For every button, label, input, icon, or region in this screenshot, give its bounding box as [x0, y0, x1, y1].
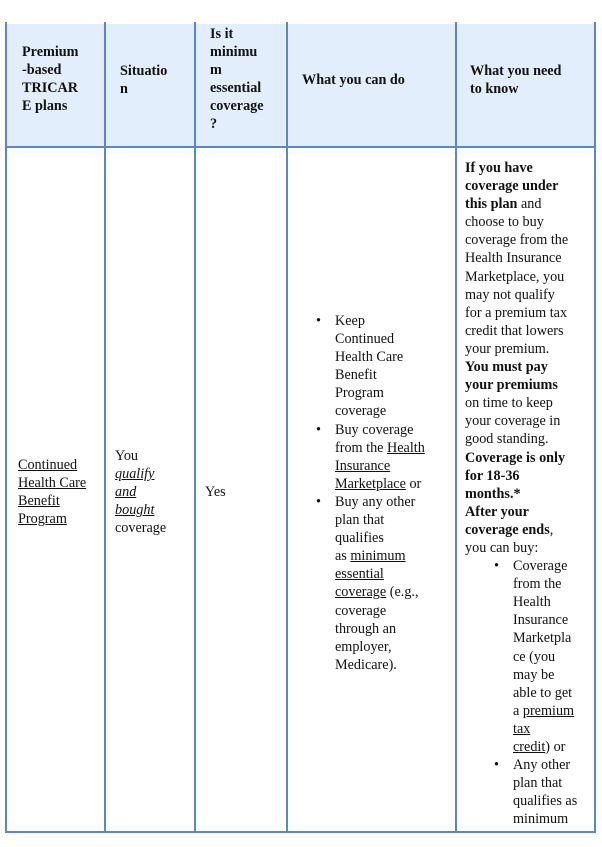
health-insurance-marketplace-link[interactable]: Insurance	[335, 457, 391, 474]
premium-tax-credit-link[interactable]: credit	[513, 739, 546, 755]
table-border-col3	[194, 22, 196, 833]
premium-tax-credit-link[interactable]: tax	[513, 720, 531, 737]
list-item: • Buy any other plan that qualifies as minimum essential coverage (e.g., coverage through an employer, Medicare).	[307, 493, 453, 674]
table-border-left	[5, 22, 7, 833]
table-border-col4	[286, 22, 288, 833]
table-bottom-border	[6, 831, 596, 833]
minimum-essential-coverage-link[interactable]: minimum	[350, 548, 406, 565]
actions-cell	[307, 312, 453, 674]
header-plans: Premium -based TRICAR E plans	[22, 44, 79, 115]
list-item: • Buy coverage from the Health Insurance Marketplace or	[307, 421, 453, 493]
and-link[interactable]: and	[115, 484, 137, 501]
header-what-you-can-do: What you can do	[302, 72, 405, 88]
situation-cell: You qualify and bought coverage	[115, 447, 193, 537]
table-border-right	[594, 22, 596, 833]
after-coverage-options-list	[485, 557, 593, 828]
qualify-link[interactable]: qualify	[115, 466, 155, 483]
mec-cell: Yes	[205, 484, 226, 500]
table-border-col5	[455, 22, 457, 833]
minimum-essential-coverage-link[interactable]: essential	[335, 566, 384, 583]
table-border-col2	[104, 22, 106, 833]
plan-link-continued-health-care-benefit-program[interactable]: Continued Health Care Benefit Program	[18, 457, 87, 528]
minimum-essential-coverage-link[interactable]: coverage	[335, 584, 387, 601]
bought-link[interactable]: bought	[115, 502, 155, 519]
list-item: • Keep Continued Health Care Benefit Program coverage	[307, 312, 453, 421]
header-mec: Is it minimu m essential coverage ?	[210, 26, 264, 133]
premium-tax-credit-link[interactable]: premium	[522, 702, 575, 719]
list-item: • Coverage from the Health Insurance Marketpla ce (you may be able to get a premium tax credit) or	[485, 557, 593, 756]
actions-list	[307, 312, 453, 674]
header-situation: Situatio n	[120, 63, 168, 98]
header-bottom-border	[6, 146, 596, 148]
list-item: • Any other plan that qualifies as minimum	[485, 756, 593, 828]
what-you-need-to-know-cell: If you have coverage under this plan and choose to buy coverage from the Health Insurance Marketplace, you may not qualify for a premium tax credit that lowers your premium. You must pay your premiums on time to keep your coverage in good standing. Coverage is only for 18-36 months.* After your coverage ends, you can buy: • Coverage from the Health Insurance Marketpla ce (you may be able to get a premium tax credit) or • Any other plan that qualifies as minimum	[465, 159, 593, 828]
health-insurance-marketplace-link[interactable]: Marketplace	[335, 475, 406, 492]
health-insurance-marketplace-link[interactable]: Health	[387, 439, 425, 456]
header-what-you-need-to-know: What you need to know	[470, 63, 562, 98]
